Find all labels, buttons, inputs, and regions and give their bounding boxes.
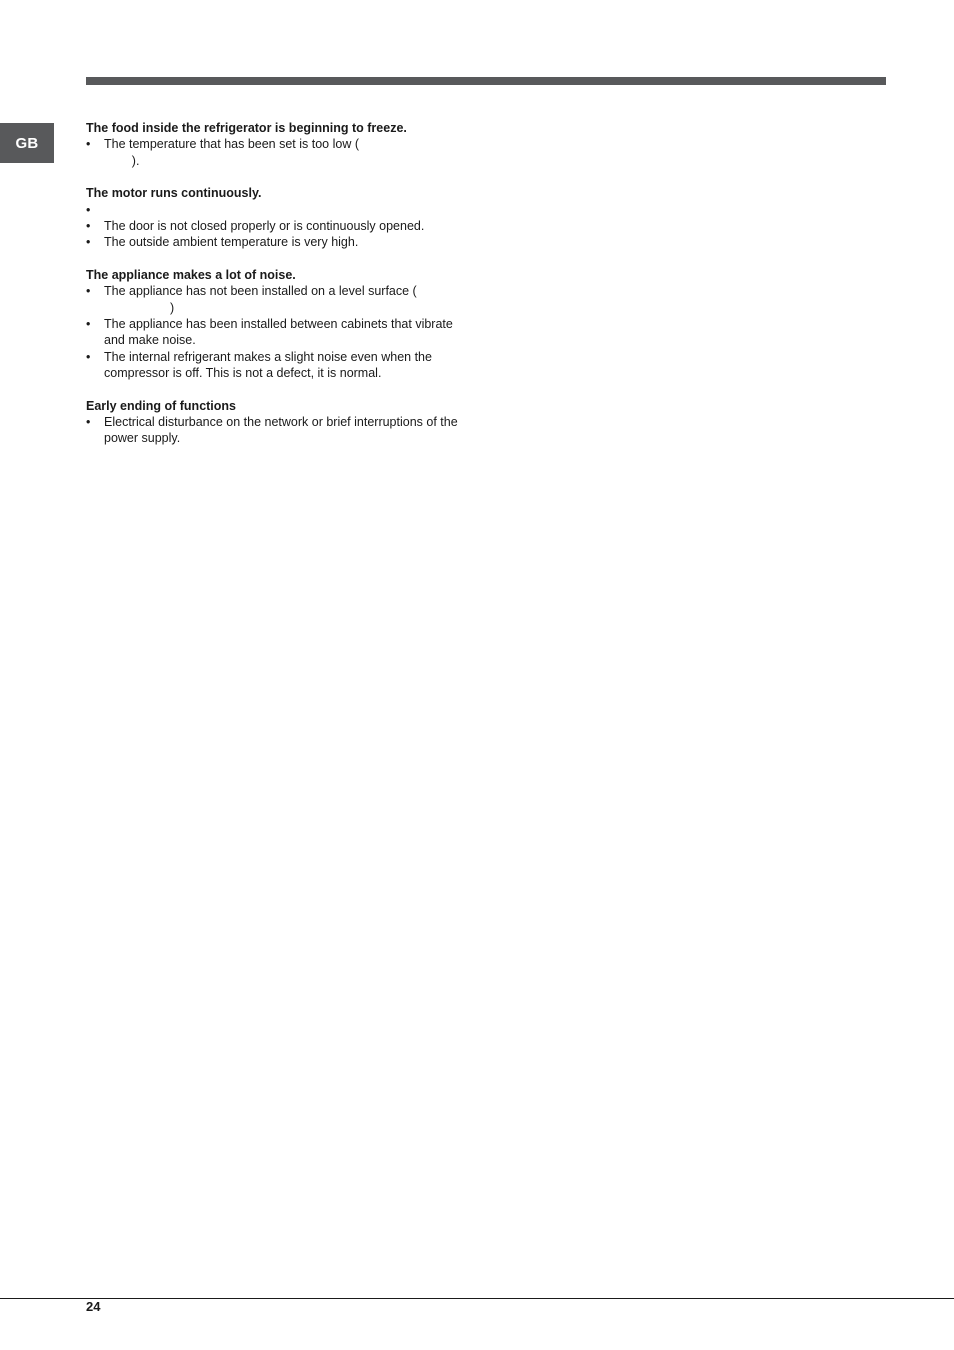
bullet-icon: • [86,415,91,430]
header-rule [86,77,886,85]
list-item [86,218,486,234]
cause-list [86,414,486,447]
section-title: Early ending of functions [86,398,237,413]
list-item [86,349,486,382]
bullet-icon: • [86,284,91,299]
footer-rule [0,1298,954,1299]
troubleshooting-section [86,120,486,169]
list-item [86,234,486,250]
list-item [86,202,486,218]
language-tab: GB [0,123,54,163]
item-text-line: The door is not closed properly or is continuously opened. [104,219,425,234]
troubleshooting-section [86,185,486,251]
cause-list [86,136,486,169]
troubleshooting-section [86,398,486,447]
bullet-icon: • [86,137,91,152]
section-title: The appliance makes a lot of noise. [86,267,296,282]
item-text-line: The appliance has been installed between cabinets that vibrate [104,317,453,332]
bullet-icon: • [86,349,91,364]
item-text-line: The appliance has not been installed on a level surface ( [104,284,417,299]
item-text-line: The internal refrigerant makes a slight noise even when the [104,349,432,364]
section-title: The food inside the refrigerator is beginning to freeze. [86,121,407,135]
list-item [86,283,486,316]
item-text-line: and make noise. [104,333,196,348]
list-item [86,136,486,169]
list-item [86,316,486,349]
item-text-line: The outside ambient temperature is very high. [104,235,359,250]
item-text-line: Electrical disturbance on the network or brief interruptions of the [104,415,458,430]
list-item [86,414,486,447]
item-text-line: power supply. [104,431,181,446]
cause-list [86,202,486,251]
item-text-line: ) [104,300,175,315]
item-text-line: The temperature that has been set is too low ( [104,137,359,152]
item-text-line: ). [104,153,140,168]
cause-list [86,283,486,381]
item-text-line: compressor is off. This is not a defect, it is normal. [104,366,382,381]
bullet-icon: • [86,317,91,332]
bullet-icon: • [86,235,91,250]
bullet-icon: • [86,219,91,234]
troubleshooting-content [86,120,486,463]
page-number: 24 [86,1299,101,1314]
section-title: The motor runs continuously. [86,186,262,201]
bullet-icon: • [86,202,91,217]
troubleshooting-section [86,267,486,382]
